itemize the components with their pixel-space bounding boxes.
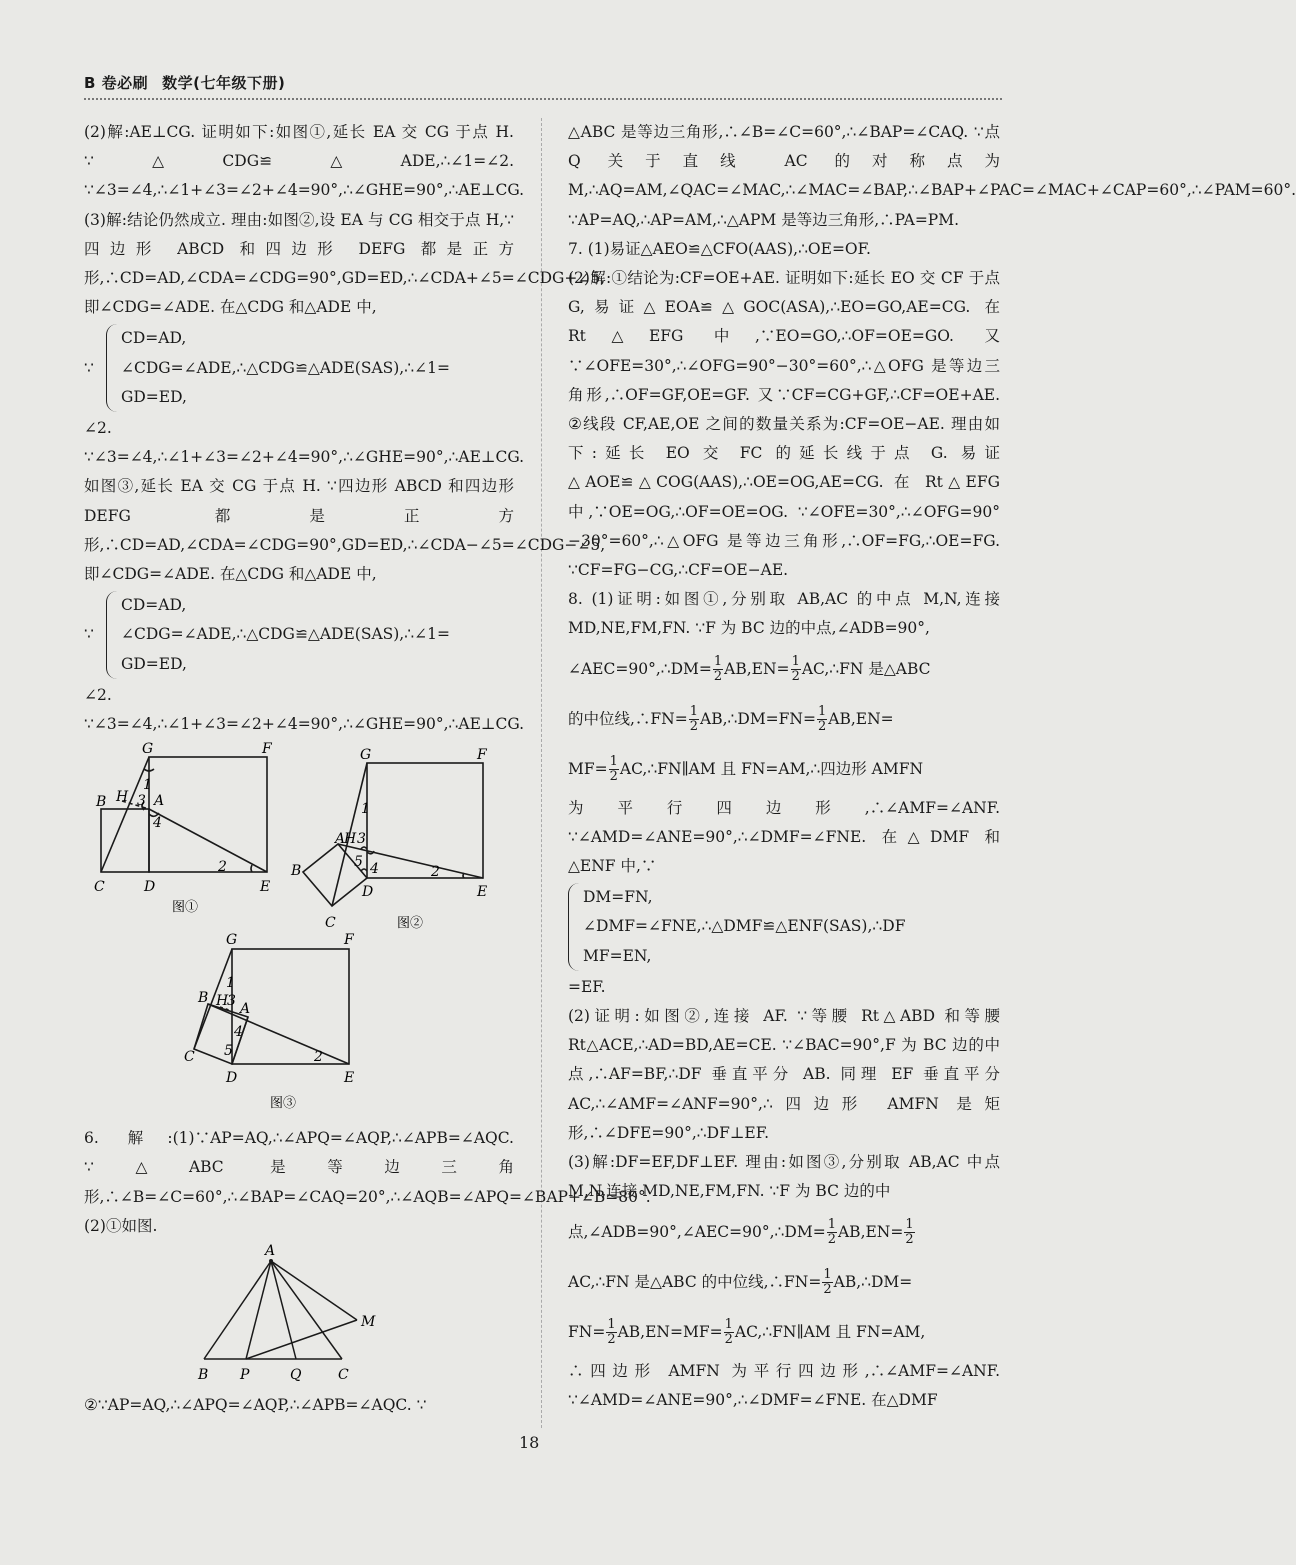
fraction: $\frac{1}{2}$ [827, 1217, 836, 1247]
condition-line: MF=EN, [583, 946, 652, 965]
label-e: E [260, 879, 271, 896]
angle-4: 4 [370, 861, 379, 878]
text-run: ∠AEC=90°,∴DM= [568, 659, 712, 678]
paragraph: ∠2. ∵∠3=∠4,∴∠1+∠3=∠2+∠4=90°,∴∠GHE=90°,∴AE⊥CG. [84, 685, 525, 734]
page-number: 18 [519, 1433, 540, 1452]
fraction: $\frac{1}{2}$ [689, 704, 699, 735]
angle-3: 3 [357, 831, 366, 848]
label-g: G [226, 932, 238, 949]
condition-line: ∠DMF=∠FNE,∴△DMF≌△ENF(SAS),∴DF [583, 917, 906, 936]
label-m: M [361, 1314, 376, 1331]
label-d: D [362, 884, 374, 901]
fraction: $\frac{1}{2}$ [817, 704, 827, 735]
fraction: $\frac{1}{2}$ [905, 1217, 914, 1247]
text-run: AB,EN= [828, 709, 894, 728]
label-a: A [265, 1243, 276, 1260]
label-h: H [216, 993, 229, 1010]
paragraph [568, 694, 1000, 744]
label-a: A [154, 793, 165, 810]
angle-1: 1 [226, 975, 235, 992]
paragraph: (2)解:AE⊥CG. 证明如下:如图①,延长 EA 交 CG 于点 H. ∵△CDG≌△ADE,∴∠1=∠2. ∵∠3=∠4,∴∠1+∠3=∠2+∠4=90°,∴∠GHE=90°,∴AE⊥CG. [84, 123, 525, 200]
figures-1-2 [84, 739, 514, 932]
paragraph [568, 1257, 1000, 1307]
square-defg [149, 757, 267, 872]
label-b: B [198, 990, 209, 1007]
text-run: AC,∴FN 是△ABC [801, 659, 931, 678]
label-h: H [116, 789, 129, 806]
text-run: AB,∴DM= [833, 1272, 913, 1291]
fraction: $\frac{1}{2}$ [724, 1317, 733, 1347]
paragraph [568, 644, 1000, 694]
label-f: F [344, 932, 354, 949]
condition-line: CD=AD, [121, 596, 187, 615]
condition-line: GD=ED, [121, 387, 187, 406]
condition-line: ∠CDG=∠ADE,∴△CDG≌△ADE(SAS),∴∠1= [121, 358, 450, 377]
paragraph: =EF. [568, 977, 606, 996]
brace-icon [106, 324, 117, 412]
figure-caption: 图③ [270, 1096, 297, 1112]
subject-title: 数学(七年级下册) [162, 74, 286, 92]
figure-4 [84, 1241, 514, 1391]
fraction: $\frac{1}{2}$ [607, 1317, 616, 1347]
figure-4-wrap [84, 1241, 514, 1391]
label-f: F [262, 741, 272, 758]
paragraph: 8. (1)证明:如图①,分别取 AB,AC 的中点 M,N,连接 MD,NE,FM,FN. ∵F 为 BC 边的中点,∠ADB=90°, [568, 590, 1000, 638]
fraction: $\frac{1}{2}$ [609, 754, 618, 785]
label-d: D [226, 1070, 238, 1087]
angle-3: 3 [227, 993, 236, 1010]
figure-2 [289, 739, 509, 932]
label-b: B [291, 863, 302, 880]
label-g: G [360, 747, 372, 764]
angle-4: 4 [234, 1024, 243, 1041]
series-title: B 卷必刷 [84, 74, 149, 92]
text-run: AC,∴FN 是△ABC 的中位线,∴FN= [568, 1272, 822, 1291]
equation-system [568, 883, 1000, 971]
text-run: AB,∴DM=FN= [700, 709, 816, 728]
label-d: D [144, 879, 156, 896]
condition-line: DM=FN, [583, 888, 653, 907]
fraction: $\frac{1}{2}$ [713, 654, 723, 685]
condition-line: GD=ED, [121, 654, 187, 673]
label-b: B [198, 1367, 209, 1384]
angle-2: 2 [431, 864, 440, 881]
figure-caption: 图② [397, 916, 424, 932]
running-header [84, 72, 285, 93]
paragraph: (2)①如图. [84, 1216, 158, 1235]
label-c: C [94, 879, 105, 896]
brace-icon [106, 591, 117, 679]
paragraph: △ABC 是等边三角形,∴∠B=∠C=60°,∴∠BAP=∠CAQ. ∵点 Q 关于直线 AC 的对称点为 M,∴AQ=AM,∠QAC=∠MAC,∴∠MAC=∠BAP,∴∠BAP+∠PAC=∠MAC+∠CAP=60°,∴∠PAM=60°. ∵AP=AQ,∴AP=AM,∴△APM 是等边三角形,∴PA=PM. [568, 123, 1296, 229]
label-p: P [240, 1367, 250, 1384]
label-c: C [325, 915, 336, 932]
angle-2: 2 [218, 859, 227, 876]
because-symbol: ∵ [84, 358, 94, 377]
angle-2: 2 [314, 1049, 323, 1066]
paragraph: (3)解:结论仍然成立. 理由:如图②,设 EA 与 CG 相交于点 H,∵四边形 ABCD 和四边形 DEFG 都是正方形,∴CD=AD,∠CDA=∠CDG=90°,GD=ED,∴∠CDA+∠5=∠CDG+∠5,即∠CDG=∠ADE. 在△CDG 和△ADE 中, [84, 210, 606, 317]
paragraph [568, 1207, 1000, 1257]
label-c: C [184, 1049, 195, 1066]
paragraph: ∠2. ∵∠3=∠4,∴∠1+∠3=∠2+∠4=90°,∴∠GHE=90°,∴AE⊥CG. 如图③,延长 EA 交 CG 于点 H. ∵四边形 ABCD 和四边形 DEFG 都是正方形,∴CD=AD,∠CDA=∠CDG=90°,GD=ED,∴∠CDA−∠5=∠CDG−∠5,即∠CDG=∠ADE. 在△CDG 和△ADE 中, [84, 419, 606, 584]
angle-1: 1 [143, 777, 152, 794]
square-abcd [101, 809, 149, 872]
column-divider [541, 118, 542, 1428]
right-column [568, 118, 1296, 1415]
label-e: E [477, 884, 488, 901]
paragraph [568, 744, 1000, 794]
angle-4: 4 [153, 815, 162, 832]
fraction: $\frac{1}{2}$ [823, 1267, 832, 1297]
text-run: AB,EN= [724, 659, 790, 678]
angle-3: 3 [137, 793, 146, 810]
label-e: E [344, 1070, 355, 1087]
brace-icon [568, 883, 579, 971]
text-run: MF= [568, 759, 608, 778]
label-f: F [477, 747, 487, 764]
text-run: AC,∴FN∥AM 且 FN=AM,∴四边形 AMFN [619, 759, 924, 778]
label-q: Q [290, 1367, 302, 1384]
fraction: $\frac{1}{2}$ [791, 654, 800, 685]
text-run: 的中位线,∴FN= [568, 709, 688, 728]
paragraph: 6. 解:(1)∵AP=AQ,∴∠APQ=∠AQP,∴∠APB=∠AQC. ∵△ABC 是等边三角形,∴∠B=∠C=60°,∴∠BAP=∠CAQ=20°,∴∠AQB=∠APQ=∠BAP+∠B=80°. [84, 1129, 651, 1206]
text-run: FN= [568, 1322, 606, 1341]
label-g: G [142, 741, 154, 758]
paragraph: 为平行四边形,∴∠AMF=∠ANF. ∵∠AMD=∠ANE=90°,∴∠DMF=∠FNE. 在△DMF 和△ENF 中,∵ [568, 798, 1000, 876]
angle-1: 1 [361, 801, 370, 818]
text-run: AC,∴FN∥AM 且 FN=AM, [734, 1322, 926, 1341]
paragraph: 7. (1)易证△AEO≌△CFO(AAS),∴OE=OF. [568, 239, 871, 258]
angle-5: 5 [354, 854, 363, 871]
equation-system [84, 591, 514, 679]
label-h: H [344, 831, 357, 848]
figure-3-wrap [84, 929, 514, 1124]
paragraph: (2)证明:如图②,连接 AF. ∵等腰 Rt△ABD 和等腰 Rt△ACE,∴AD=BD,AE=CE. ∵∠BAC=90°,F 为 BC 边的中点,∴AF=BF,∴DF 垂直平分 AB. 同理 EF 垂直平分 AC,∴∠AMF=∠ANF=90°,∴四边形 AMFN 是矩形,∴∠DFE=90°,∴DF⊥EF. [568, 1007, 1000, 1142]
text-run: AB,EN= [837, 1222, 904, 1241]
paragraph: ②∵AP=AQ,∴∠APQ=∠AQP,∴∠APB=∠AQC. ∵ [84, 1396, 427, 1415]
label-c: C [338, 1367, 349, 1384]
paragraph: (3)解:DF=EF,DF⊥EF. 理由:如图③,分别取 AB,AC 中点 M,N,连接 MD,NE,FM,FN. ∵F 为 BC 边的中 [568, 1153, 1000, 1201]
equation-system [84, 324, 514, 412]
text-run: AB,EN=MF= [617, 1322, 723, 1341]
header-divider [84, 98, 1002, 100]
text-run: 点,∠ADB=90°,∠AEC=90°,∴DM= [568, 1222, 826, 1241]
paragraph [568, 1307, 1000, 1357]
because-symbol: ∵ [84, 625, 94, 644]
paragraph: ∴四边形 AMFN 为平行四边形,∴∠AMF=∠ANF. ∵∠AMD=∠ANE=90°,∴∠DMF=∠FNE. 在△DMF [568, 1361, 1000, 1409]
figure-3 [84, 929, 514, 1124]
condition-line: CD=AD, [121, 329, 187, 348]
condition-line: ∠CDG=∠ADE,∴△CDG≌△ADE(SAS),∴∠1= [121, 625, 450, 644]
figure-caption: 图① [172, 900, 199, 916]
angle-5: 5 [224, 1043, 233, 1060]
label-b: B [96, 794, 107, 811]
paragraph: (2)解:①结论为:CF=OE+AE. 证明如下:延长 EO 交 CF 于点 G,易证△EOA≌△GOC(ASA),∴EO=GO,AE=CG. 在 Rt△EFG 中,∵EO=GO,∴OF=OE=GO. 又∵∠OFE=30°,∴∠OFG=90°−30°=60°,∴△OFG 是等边三角形,∴OF=GF,OE=GF. 又∵CF=CG+GF,∴CF=OE+AE. ②线段 CF,AE,OE 之间的数量关系为:CF=OE−AE. 理由如下:延长 EO 交 FC 的延长线于点 G. 易证△AOE≌△COG(AAS),∴OE=OG,AE=CG. 在 Rt△EFG 中,∵OE=OG,∴OF=OE=OG. ∵∠OFE=30°,∴∠OFG=90°−30°=60°,∴△OFG 是等边三角形,∴OF=FG,∴OE=FG. ∵CF=FG−CG,∴CF=OE−AE. [568, 269, 1000, 580]
label-a: A [335, 831, 346, 848]
label-a: A [240, 1001, 251, 1018]
